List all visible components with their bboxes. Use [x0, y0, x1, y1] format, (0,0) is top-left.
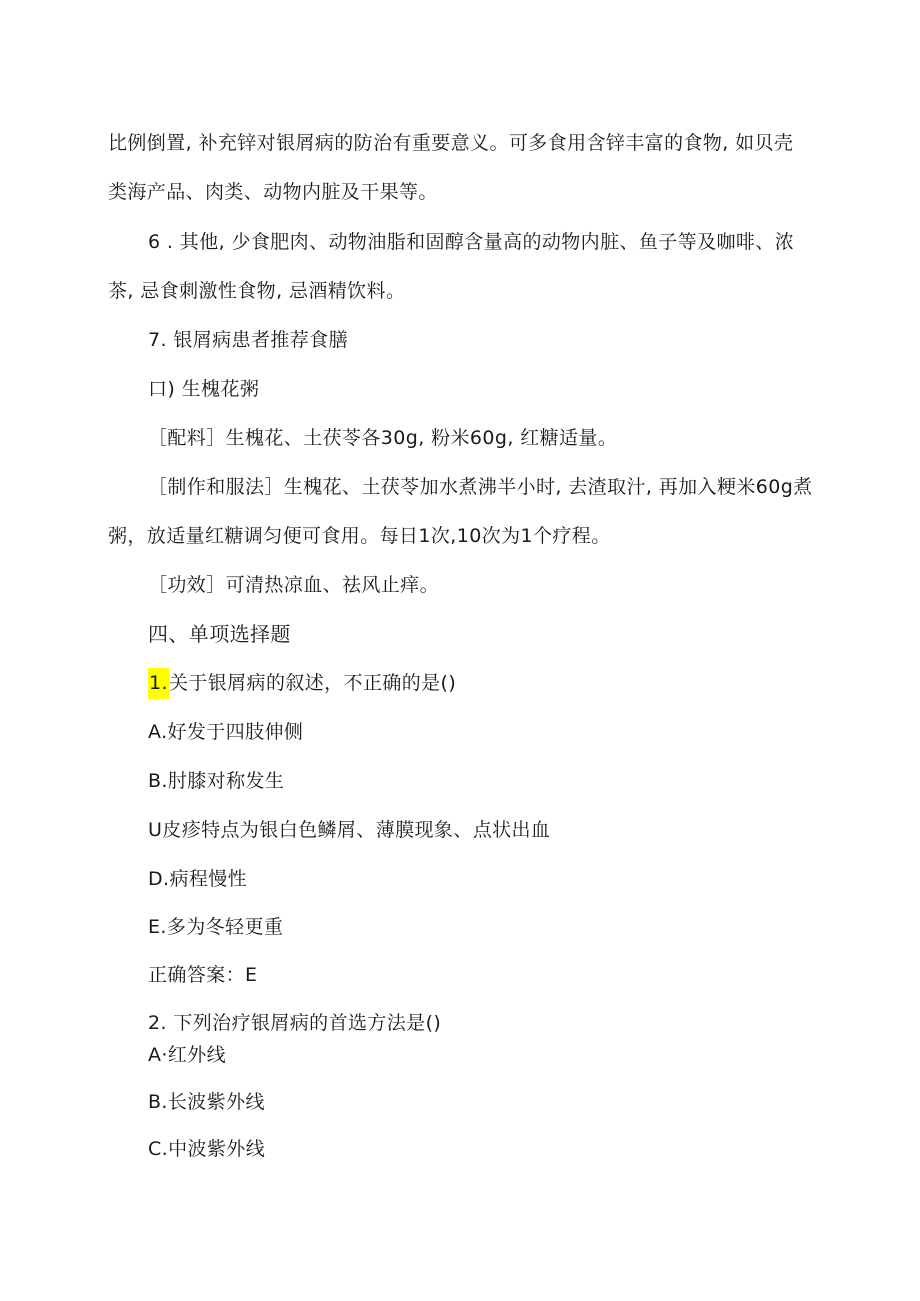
paragraph-recipe-heading: 7. 银屑病患者推荐食膳 — [148, 329, 348, 351]
paragraph-effect: ［功效］可清热凉血、祛风止痒。 — [148, 574, 440, 596]
paragraph-other-line-1: 6 . 其他, 少食肥肉、动物油脂和固醇含量高的动物内脏、鱼子等及咖啡、浓 — [148, 231, 795, 253]
question-2-option-c: C.中波紫外线 — [148, 1138, 266, 1160]
question-2-stem: 2. 下列治疗银屑病的首选方法是() — [148, 1012, 442, 1034]
paragraph-zinc-line-2: 类海产品、肉类、动物内脏及干果等。 — [108, 181, 438, 203]
question-1-stem-text: 关于银屑病的叙述，不正确的是() — [168, 672, 457, 694]
question-2-option-b: B.长波紫外线 — [148, 1091, 265, 1113]
question-1-option-d: D.病程慢性 — [148, 868, 248, 890]
question-2-option-a: A·红外线 — [148, 1044, 227, 1066]
question-1-stem — [148, 670, 456, 696]
question-1-option-a: A.好发于四肢伸侧 — [148, 721, 304, 743]
paragraph-zinc-line-1: 比例倒置, 补充锌对银屑病的防治有重要意义。可多食用含锌丰富的食物, 如贝壳 — [108, 132, 794, 154]
question-1-option-c: U皮疹特点为银白色鳞屑、薄膜现象、点状出血 — [148, 819, 551, 841]
paragraph-ingredients: ［配料］生槐花、土茯苓各30g, 粉米60g, 红糖适量。 — [148, 427, 618, 449]
section-title: 四、单项选择题 — [148, 622, 291, 646]
question-1-option-e: E.多为冬轻更重 — [148, 916, 284, 938]
question-1-number-highlight: 1. — [148, 668, 169, 699]
paragraph-method-line-1: ［制作和服法］生槐花、土茯苓加水煮沸半小时, 去渣取汁, 再加入粳米60g煮 — [148, 476, 813, 498]
paragraph-recipe-name: 口) 生槐花粥 — [148, 378, 260, 400]
question-1-answer: 正确答案：E — [148, 964, 258, 986]
question-1-option-b: B.肘膝对称发生 — [148, 770, 285, 792]
paragraph-method-line-2: 粥，放适量红糖调匀便可食用。每日1次,10次为1个疗程。 — [108, 525, 611, 547]
paragraph-other-line-2: 茶, 忌食刺激性食物, 忌酒精饮料。 — [108, 280, 406, 302]
